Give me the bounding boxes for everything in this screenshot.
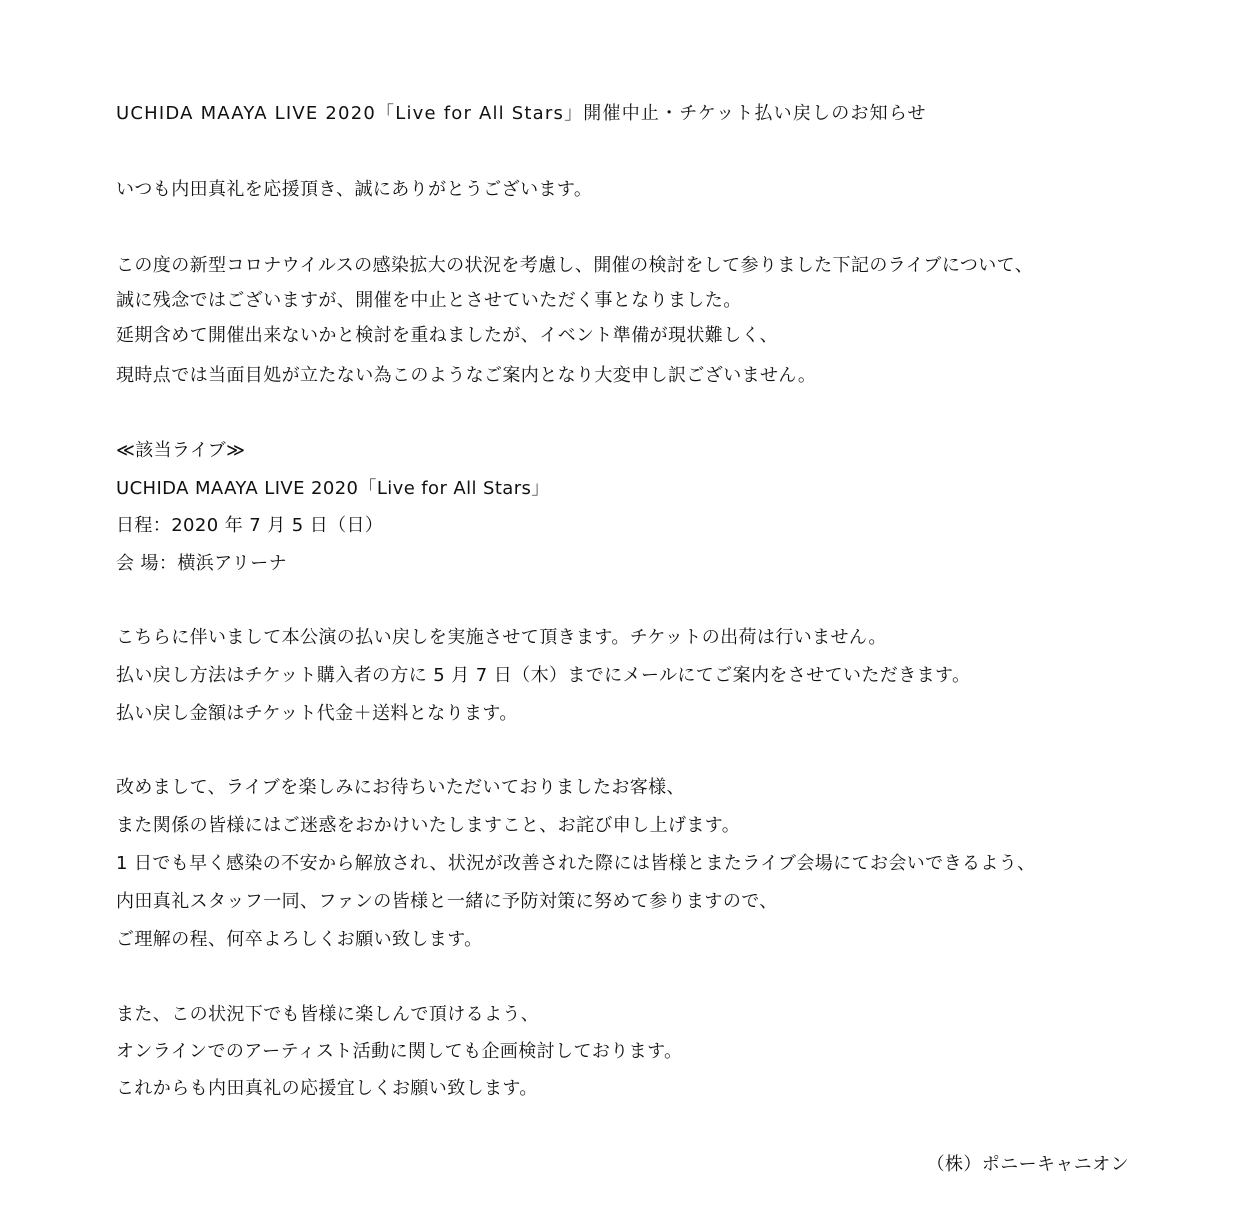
event-venue: 会 場：横浜アリーナ [116, 553, 288, 574]
paragraph-1-line-4: 現時点では当面目処が立たない為このようなご案内となり大変申し訳ございません。 [116, 365, 817, 386]
event-heading: ≪該当ライブ≫ [116, 440, 246, 461]
company-signature: （株）ポニーキャニオン [926, 1154, 1129, 1175]
paragraph-3-line-1: 改めまして、ライブを楽しみにお待ちいただいておりましたお客様、 [116, 777, 685, 798]
paragraph-1-line-2: 誠に残念ではございますが、開催を中止とさせていただく事となりました。 [116, 290, 742, 311]
paragraph-2-line-1: こちらに伴いまして本公演の払い戻しを実施させて頂きます。チケットの出荷は行いません。 [116, 627, 887, 648]
paragraph-3-line-2: また関係の皆様にはご迷惑をおかけいたしますこと、お詫び申し上げます。 [116, 815, 741, 836]
paragraph-4-line-3: これからも内田真礼の応援宜しくお願い致します。 [116, 1078, 538, 1099]
paragraph-2-line-3: 払い戻し金額はチケット代金＋送料となります。 [116, 703, 518, 724]
greeting-text: いつも内田真礼を応援頂き、誠にありがとうございます。 [116, 179, 593, 200]
paragraph-3-line-4: 内田真礼スタッフ一同、ファンの皆様と一緒に予防対策に努めて参りますので、 [116, 891, 778, 912]
page-title: UCHIDA MAAYA LIVE 2020「Live for All Stars」開催中止・チケット払い戻しのお知らせ [116, 103, 927, 124]
event-date: 日程：2020 年 7 月 5 日（日） [116, 515, 384, 536]
paragraph-4-line-1: また、この状況下でも皆様に楽しんで頂けるよう、 [116, 1004, 540, 1025]
paragraph-3-line-3: 1 日でも早く感染の不安から解放され、状況が改善された際には皆様とまたライブ会場にてお会いできるよう、 [116, 853, 1036, 874]
paragraph-3-line-5: ご理解の程、何卒よろしくお願い致します。 [116, 929, 483, 950]
event-name: UCHIDA MAAYA LIVE 2020「Live for All Stars」 [116, 478, 550, 499]
paragraph-1-line-1: この度の新型コロナウイルスの感染拡大の状況を考慮し、開催の検討をして参りました下記のライブについて、 [116, 255, 1034, 276]
paragraph-2-line-2: 払い戻し方法はチケット購入者の方に 5 月 7 日（木）までにメールにてご案内をさせていただきます。 [116, 665, 971, 686]
paragraph-1-line-3: 延期含めて開催出来ないかと検討を重ねましたが、イベント準備が現状難しく、 [116, 325, 779, 346]
paragraph-4-line-2: オンラインでのアーティスト活動に関しても企画検討しております。 [116, 1041, 683, 1062]
